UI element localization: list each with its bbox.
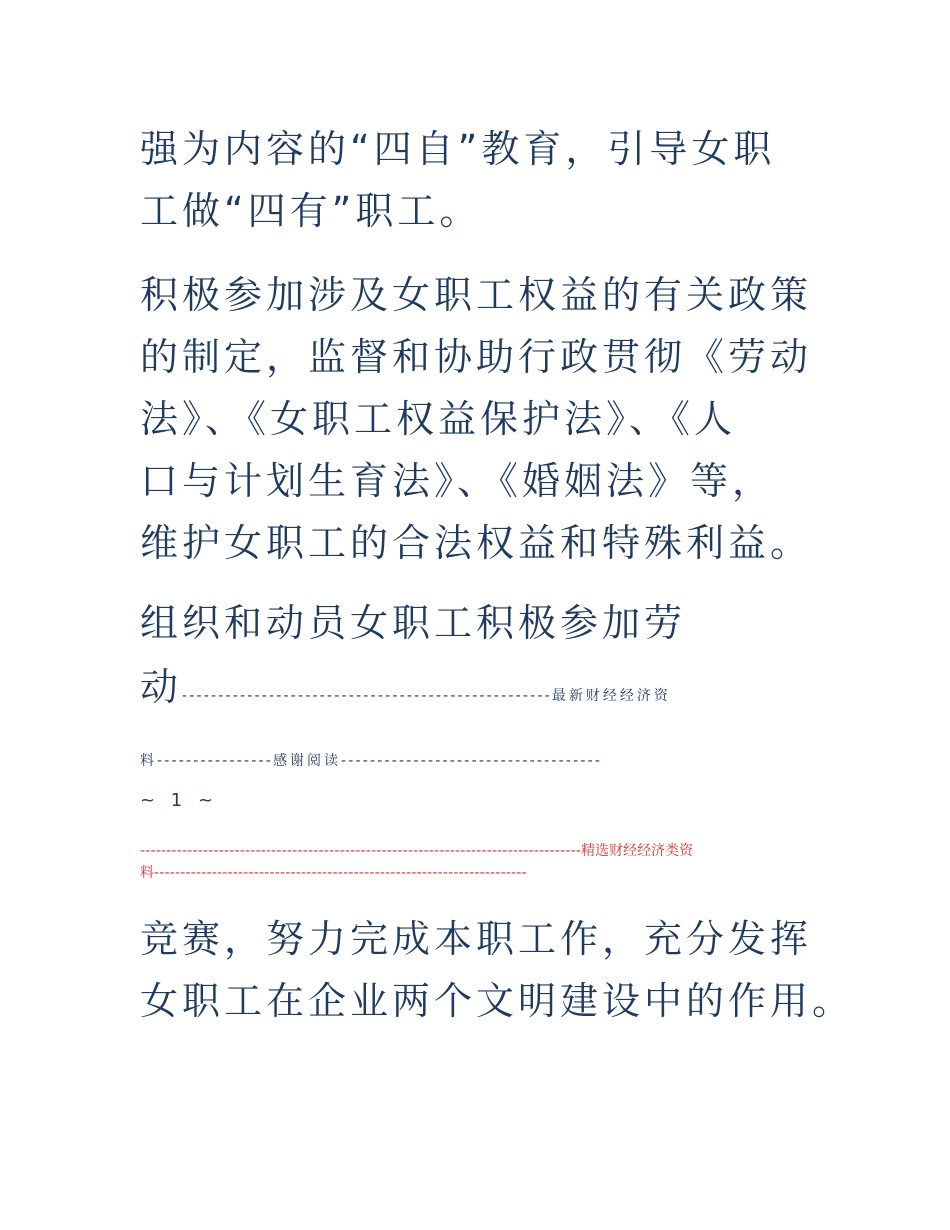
inline-footer-line-2	[140, 750, 602, 770]
red-footer-label: 精选财经经济类资	[581, 843, 694, 859]
paragraph-line: 强为内容的“四自”教育，引导女职	[140, 127, 776, 171]
footer-label-thanks: 感谢阅读	[273, 753, 342, 769]
footer-dashes: ------------------------------------	[341, 753, 603, 769]
paragraph-line: 维护女职工的合法权益和特殊利益。	[140, 521, 813, 565]
paragraph-4	[140, 908, 854, 1032]
red-footer-line-1	[140, 840, 693, 860]
paragraph-line: 工做“四有”职工。	[140, 189, 482, 233]
paragraph-last-word: 动	[140, 665, 183, 709]
paragraph-1	[140, 118, 775, 242]
inline-footer-line-1	[140, 656, 671, 718]
paragraph-line: 竞赛，努力完成本职工作，充分发挥	[140, 917, 813, 961]
paragraph-line: 积极参加涉及女职工权益的有关政策	[140, 273, 813, 317]
red-footer-line-2	[140, 862, 527, 882]
red-footer-dashes: ------------------------------------------------------------------------------------	[140, 843, 582, 859]
footer-label-end: 料	[140, 753, 157, 769]
paragraph-line: 口与计划生育法》、《婚姻法》等，	[140, 459, 775, 503]
paragraph-line: 的制定，监督和协助行政贯彻《劳动	[140, 335, 813, 379]
page-number: ~ 1 ~	[140, 790, 219, 811]
footer-dashes: ---------------------------------------------------	[182, 688, 552, 704]
paragraph-line: 组织和动员女职工积极参加劳	[140, 601, 687, 645]
paragraph-line: 女职工在企业两个文明建设中的作用。	[140, 979, 855, 1023]
red-footer-dashes: -----------------------------------------------------------------------	[154, 865, 527, 881]
red-footer-label-end: 料	[140, 865, 154, 881]
footer-label-latest: 最新财经经济资	[551, 688, 671, 704]
paragraph-line: 法》、《女职工权益保护法》、《人	[140, 397, 737, 441]
paragraph-2	[140, 264, 812, 574]
footer-dashes: ----------------	[157, 753, 274, 769]
paragraph-3	[140, 592, 686, 654]
